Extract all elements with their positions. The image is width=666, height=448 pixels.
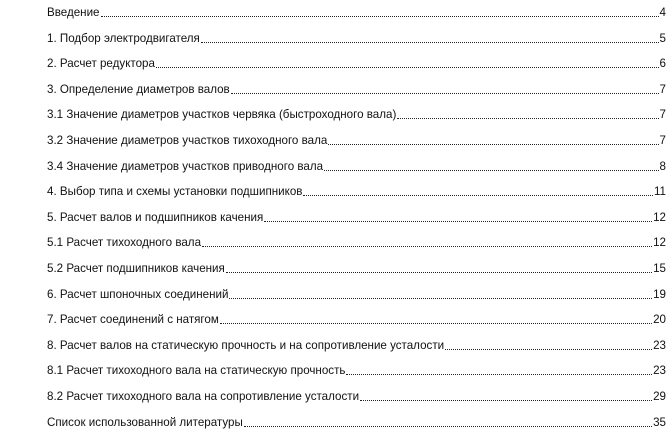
toc-entry-title[interactable]: Список использованной литературы (47, 415, 243, 429)
dot-leader (201, 42, 659, 43)
toc-entry-page[interactable]: 7 (659, 82, 666, 96)
toc-entry-page[interactable]: 23 (653, 364, 666, 378)
toc-entry[interactable] (47, 179, 666, 199)
toc-entry[interactable] (47, 358, 666, 378)
toc-entry[interactable] (47, 333, 666, 353)
toc-entry-page[interactable]: 15 (653, 262, 666, 275)
toc-entry-page[interactable]: 6 (659, 57, 666, 71)
toc-entry[interactable] (47, 410, 666, 430)
toc-entry[interactable] (47, 307, 666, 327)
toc-entry-page[interactable]: 7 (659, 134, 666, 147)
toc-entry[interactable] (47, 128, 666, 148)
dot-leader (328, 144, 658, 145)
toc-entry-page[interactable]: 20 (653, 313, 666, 327)
toc-entry-title[interactable]: 4. Выбор типа и схемы установки подшипников (47, 185, 303, 199)
toc-entry[interactable] (47, 26, 666, 46)
toc-entry-title[interactable]: 3.2 Значение диаметров участков тихоходного вала (47, 134, 328, 147)
toc-entry-title[interactable]: 5.1 Расчет тихоходного вала (47, 236, 202, 250)
dot-leader (156, 67, 659, 68)
toc-entry-title[interactable]: 5.2 Расчет подшипников качения (47, 262, 225, 275)
toc-entry-title[interactable]: Введение (47, 6, 100, 19)
toc-entry-title[interactable]: 6. Расчет шпоночных соединений (47, 287, 229, 301)
dot-leader (360, 400, 652, 401)
toc-entry-page[interactable]: 19 (653, 287, 666, 301)
dot-leader (264, 221, 652, 222)
toc-entry-page[interactable]: 23 (653, 338, 666, 352)
toc-entry[interactable] (47, 282, 666, 302)
dot-leader (229, 298, 652, 299)
toc-entry[interactable] (47, 256, 666, 276)
toc-entry[interactable] (47, 0, 666, 20)
toc-entry-title[interactable]: 8.1 Расчет тихоходного вала на статическую прочность (47, 364, 346, 378)
toc-entry-title[interactable]: 3.1 Значение диаметров участков червяка (быстроходного вала) (47, 108, 397, 122)
dot-leader (244, 426, 652, 427)
dot-leader (220, 323, 652, 324)
toc-entry-page[interactable]: 4 (659, 6, 666, 19)
toc-entry-page[interactable]: 12 (653, 236, 666, 250)
toc-entry-title[interactable]: 7. Расчет соединений с натягом (47, 313, 219, 327)
toc-entry-title[interactable]: 8.2 Расчет тихоходного вала на сопротивление усталости (47, 390, 360, 403)
dot-leader (346, 374, 652, 375)
dot-leader (445, 349, 652, 350)
toc-entry-page[interactable]: 7 (659, 108, 666, 122)
toc-entry[interactable] (47, 230, 666, 250)
toc-entry-title[interactable]: 5. Расчет валов и подшипников качения (47, 210, 264, 224)
toc-entry-page[interactable]: 8 (659, 159, 666, 173)
toc-entry-title[interactable]: 1. Подбор электродвигателя (47, 31, 200, 45)
toc-entry[interactable] (47, 384, 666, 404)
toc-entry[interactable] (47, 205, 666, 225)
dot-leader (324, 170, 658, 171)
dot-leader (231, 93, 659, 94)
toc-entry-page[interactable]: 35 (653, 415, 666, 429)
toc-entry-page[interactable]: 11 (653, 185, 666, 199)
dot-leader (101, 16, 659, 17)
toc-entry-page[interactable]: 5 (659, 31, 666, 45)
toc-entry-title[interactable]: 2. Расчет редуктора (47, 57, 155, 71)
toc-entry-page[interactable]: 29 (653, 390, 666, 403)
dot-leader (303, 195, 653, 196)
toc-entry[interactable] (47, 77, 666, 97)
toc-entry-title[interactable]: 8. Расчет валов на статическую прочность и на сопротивление усталости (47, 338, 445, 352)
toc-entry[interactable] (47, 51, 666, 71)
toc-entry-title[interactable]: 3.4 Значение диаметров участков приводного вала (47, 159, 324, 173)
toc-entry-title[interactable]: 3. Определение диаметров валов (47, 82, 230, 96)
dot-leader (202, 246, 652, 247)
toc-entry-page[interactable]: 12 (653, 210, 666, 224)
dot-leader (226, 272, 652, 273)
dot-leader (397, 118, 658, 119)
toc-entry[interactable] (47, 102, 666, 122)
toc-entry[interactable] (47, 154, 666, 174)
